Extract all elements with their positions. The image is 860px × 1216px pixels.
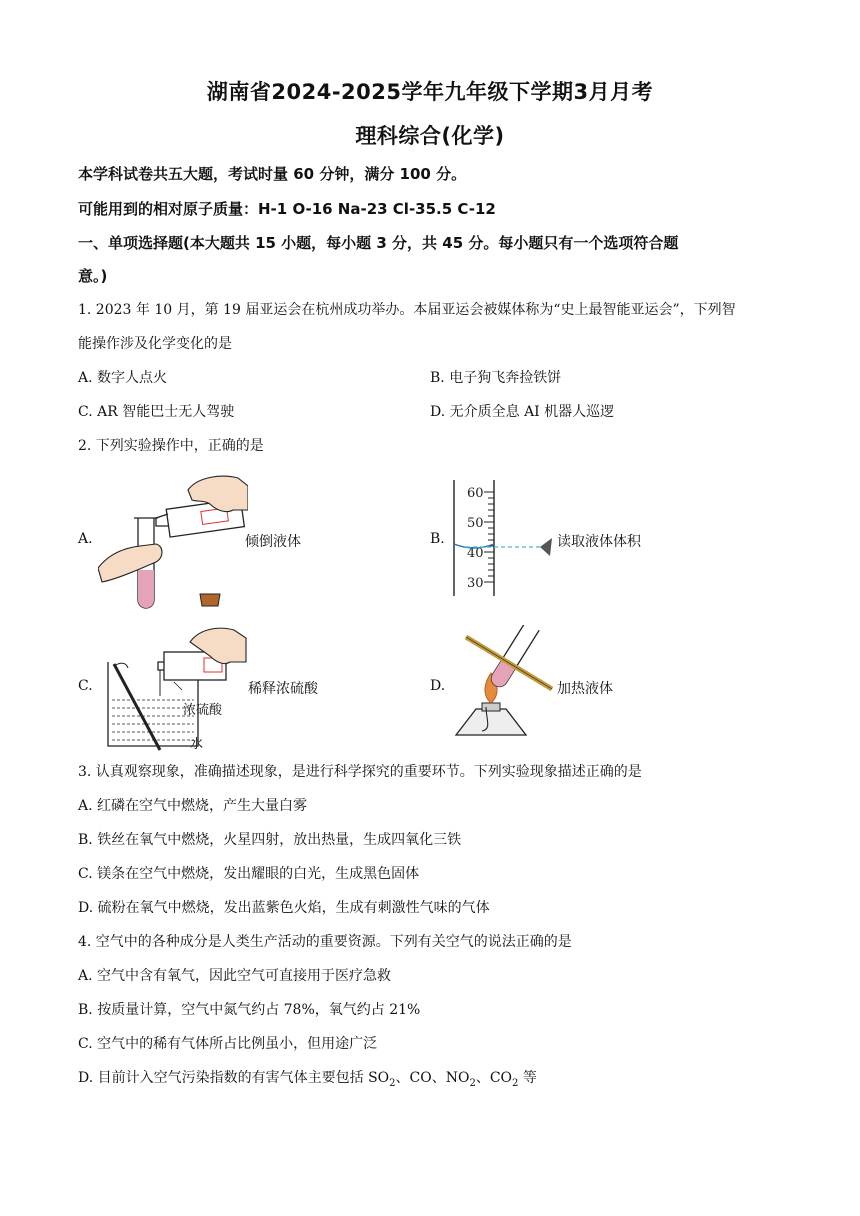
q1-option-d: D. 无介质全息 AI 机器人巡逻 xyxy=(430,404,615,420)
q4-option-c: C. 空气中的稀有气体所占比例虽小，但用途广泛 xyxy=(78,1036,378,1052)
heating-liquid-illustration xyxy=(446,625,556,745)
q2-option-a-caption: 倾倒液体 xyxy=(245,534,301,550)
q1-stem-a: 1. 2023 年 10 月，第 19 届亚运会在杭州成功举办。本届亚运会被媒体称为“史上最智能亚运会”，下列智 xyxy=(78,302,736,318)
section-heading-1b: 意。) xyxy=(78,267,108,285)
exam-subtitle: 理科综合(化学) xyxy=(355,124,505,148)
water-label: 水 xyxy=(190,737,204,752)
q4-stem: 4. 空气中的各种成分是人类生产活动的重要资源。下列有关空气的说法正确的是 xyxy=(78,934,572,950)
concentrated-acid-label: 浓硫酸 xyxy=(183,703,223,718)
q4-option-d-text-4: 等 xyxy=(518,1070,537,1086)
q4-option-b: B. 按质量计算，空气中氮气约占 78%，氧气约占 21% xyxy=(78,1002,421,1018)
q1-stem-b: 能操作涉及化学变化的是 xyxy=(78,336,232,352)
section-heading-1a: 一、单项选择题(本大题共 15 小题，每小题 3 分，共 45 分。每小题只有一个选项符合题 xyxy=(78,234,679,252)
q1-option-b: B. 电子狗飞奔捡铁饼 xyxy=(430,370,562,386)
q4-option-d-text-2: 、CO、NO xyxy=(395,1070,470,1086)
graduated-cylinder-illustration xyxy=(446,480,558,600)
eye-icon xyxy=(540,538,552,556)
q3-stem: 3. 认真观察现象，准确描述现象，是进行科学探究的重要环节。下列实验现象描述正确的是 xyxy=(78,764,642,780)
q2-option-b-caption: 读取液体体积 xyxy=(557,534,641,550)
bottle-stopper xyxy=(200,594,220,606)
q2-option-d-label: D. xyxy=(430,678,446,694)
exam-title: 湖南省2024-2025学年九年级下学期3月月考 xyxy=(206,80,654,104)
intro-line-1: 本学科试卷共五大题，考试时量 60 分钟，满分 100 分。 xyxy=(78,165,467,183)
no2-subscript: 2 xyxy=(469,1077,476,1089)
q2-option-d-caption: 加热液体 xyxy=(557,681,613,697)
q4-option-d xyxy=(78,1067,537,1089)
q2-stem: 2. 下列实验操作中，正确的是 xyxy=(78,438,264,454)
so2-subscript: 2 xyxy=(389,1077,396,1089)
co2-subscript: 2 xyxy=(512,1077,519,1089)
q3-option-b: B. 铁丝在氧气中燃烧，火星四射，放出热量，生成四氧化三铁 xyxy=(78,832,462,848)
q4-option-d-text-3: 、CO xyxy=(475,1070,513,1086)
intro-line-2: 可能用到的相对原子质量：H-1 O-16 Na-23 Cl-35.5 C-12 xyxy=(78,200,496,218)
q2-option-b-label: B. xyxy=(430,531,445,547)
q1-option-c: C. AR 智能巴士无人驾驶 xyxy=(78,404,235,420)
q4-option-a: A. 空气中含有氧气，因此空气可直接用于医疗急救 xyxy=(78,968,392,984)
q4-option-d-text-1: D. 目前计入空气污染指数的有害气体主要包括 SO xyxy=(78,1070,390,1086)
alcohol-lamp xyxy=(456,709,526,735)
tick-label-40: 40 xyxy=(467,546,484,561)
dilute-acid-illustration xyxy=(100,622,248,752)
pouring-liquid-illustration xyxy=(98,470,248,615)
q1-option-a: A. 数字人点火 xyxy=(78,370,168,386)
tick-label-50: 50 xyxy=(467,516,484,531)
q3-option-c: C. 镁条在空气中燃烧，发出耀眼的白光，生成黑色固体 xyxy=(78,866,420,882)
q2-option-c-caption: 稀释浓硫酸 xyxy=(248,681,318,697)
q3-option-d: D. 硫粉在氧气中燃烧，发出蓝紫色火焰，生成有刺激性气味的气体 xyxy=(78,900,490,916)
tick-label-30: 30 xyxy=(467,576,484,591)
q2-option-c-label: C. xyxy=(78,678,93,694)
tick-label-60: 60 xyxy=(467,486,484,501)
q3-option-a: A. 红磷在空气中燃烧，产生大量白雾 xyxy=(78,798,308,814)
q2-option-a-label: A. xyxy=(78,531,93,547)
